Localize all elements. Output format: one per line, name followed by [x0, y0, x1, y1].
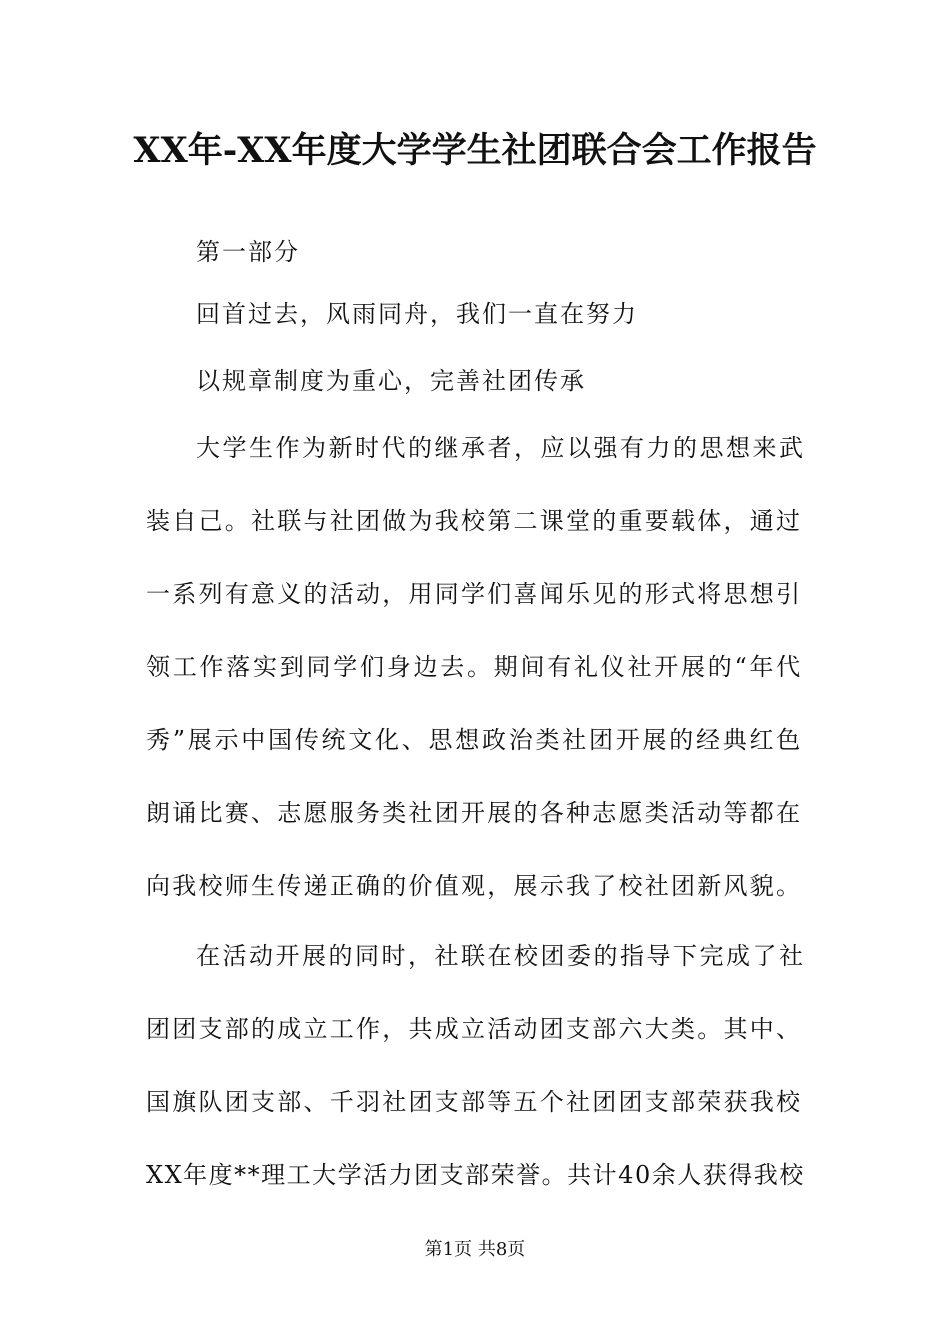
paragraph-line: 秀”展示中国传统文化、思想政治类社团开展的经典红色 — [146, 726, 804, 754]
paragraph-line: 团团支部的成立工作，共成立活动团支部六大类。其中、 — [146, 1015, 803, 1043]
paragraph-line: XX年度**理工大学活力团支部荣誉。共计40余人获得我校 — [146, 1161, 805, 1189]
paragraph-line: 向我校师生传递正确的价值观，展示我了校社团新风貌。 — [146, 872, 803, 900]
paragraph-line: 国旗队团支部、千羽社团支部等五个社团团支部荣获我校 — [146, 1088, 803, 1116]
paragraph-line: 领工作落实到同学们身边去。期间有礼仪社开展的“年代 — [146, 653, 804, 681]
document-title: XX年-XX年度大学学生社团联合会工作报告 — [133, 130, 817, 171]
paragraph-line: 装自己。社联与社团做为我校第二课堂的重要载体，通过 — [146, 507, 803, 535]
page-number-footer: 第1页 共8页 — [424, 1239, 526, 1260]
paragraph-line: 朗诵比赛、志愿服务类社团开展的各种志愿类活动等都在 — [146, 799, 803, 827]
section-heading-regulations: 以规章制度为重心，完善社团传承 — [196, 367, 586, 395]
section-heading-review: 回首过去，风雨同舟，我们一直在努力 — [196, 300, 638, 328]
section-heading-part-one: 第一部分 — [196, 238, 300, 266]
paragraph-line: 大学生作为新时代的继承者，应以强有力的思想来武 — [196, 434, 806, 462]
paragraph-line: 在活动开展的同时，社联在校团委的指导下完成了社 — [196, 942, 806, 970]
body-paragraph-2 — [146, 920, 806, 1212]
body-paragraph-1 — [146, 412, 806, 923]
paragraph-line: 一系列有意义的活动，用同学们喜闻乐见的形式将思想引 — [146, 580, 803, 608]
